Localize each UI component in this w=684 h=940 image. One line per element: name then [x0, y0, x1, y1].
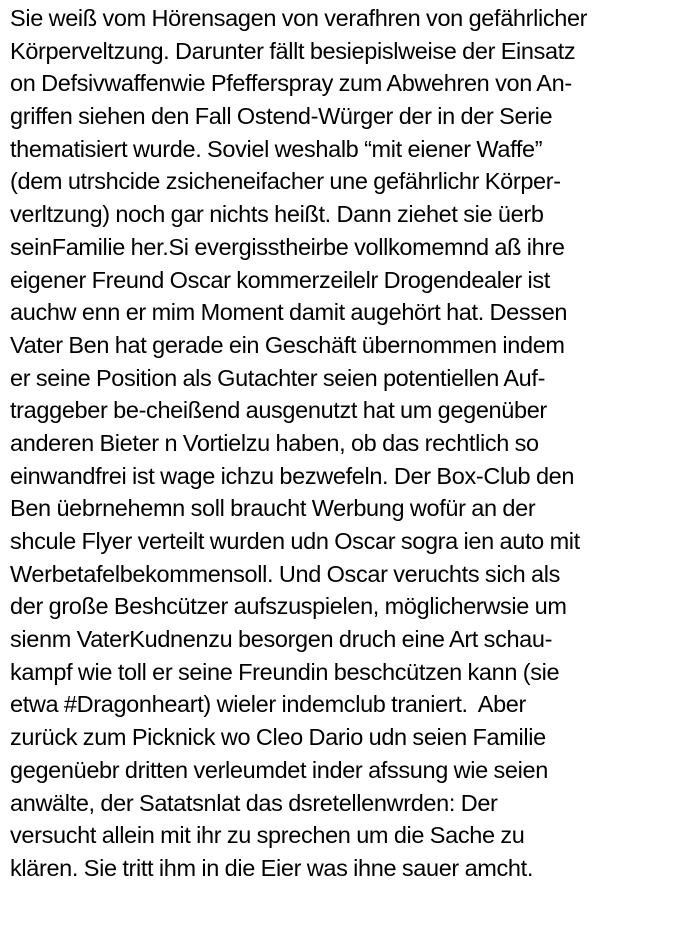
- text-line: Werbetafelbekommensoll. Und Oscar veruchts sich als: [10, 560, 560, 587]
- text-line: (dem utrshcide zsicheneifacher une gefährlichr Körper-: [10, 168, 561, 195]
- text-line: gegenüebr dritten verleumdet inder afssung wie seien: [10, 756, 548, 783]
- text-line: Körperveltzung. Darunter fällt besiepislweise der Einsatz: [10, 37, 576, 64]
- text-line: thematisiert wurde. Soviel weshalb “mit eiener Waffe”: [10, 135, 543, 162]
- text-line: der große Beshcützer aufszuspielen, möglicherwsie um: [10, 593, 567, 620]
- text-line: zurück zum Picknick wo Cleo Dario udn seien Familie: [10, 724, 546, 751]
- text-line: Ben üebrnehemn soll braucht Werbung wofür an der: [10, 495, 536, 522]
- text-line: griffen siehen den Fall Ostend-Würger der in der Serie: [10, 103, 553, 130]
- text-line: shcule Flyer verteilt wurden udn Oscar sogra ien auto mit: [10, 528, 580, 554]
- text-line: Sie weiß vom Hörensagen von verafhren von gefährlicher: [10, 5, 588, 31]
- body-paragraph: [10, 2, 680, 885]
- text-line: er seine Position als Gutachter seien potentiellen Auf-: [10, 364, 546, 391]
- text-line: Vater Ben hat gerade ein Geschäft übernommen indem: [10, 331, 565, 358]
- text-line: auchw enn er mim Moment damit augehört hat. Dessen: [10, 299, 568, 326]
- text-line: eigener Freund Oscar kommerzeilelr Drogendealer ist: [10, 266, 550, 293]
- text-line: etwa #Dragonheart) wieler indemclub traniert. Aber: [10, 691, 527, 718]
- text-line: on Defsivwaffenwie Pfefferspray zum Abwehren von An-: [10, 70, 572, 97]
- text-line: anwälte, der Satatsnlat das dsretellenwrden: Der: [10, 789, 498, 816]
- text-line: klären. Sie tritt ihm in die Eier was ihne sauer amcht.: [10, 854, 534, 881]
- text-line: verltzung) noch gar nichts heißt. Dann ziehet sie üerb: [10, 201, 544, 228]
- text-line: seinFamilie her.Si evergisstheirbe vollkomemnd aß ihre: [10, 233, 565, 260]
- text-line: einwandfrei ist wage ichzu bezwefeln. Der Box-Club den: [10, 462, 575, 489]
- text-line: traggeber be-cheißend ausgenutzt hat um gegenüber: [10, 397, 547, 424]
- text-line: versucht allein mit ihr zu sprechen um die Sache zu: [10, 822, 525, 849]
- text-line: anderen Bieter n Vortielzu haben, ob das rechtlich so: [10, 429, 539, 456]
- text-line: kampf wie toll er seine Freundin beschcützen kann (sie: [10, 658, 560, 685]
- text-line: sienm VaterKudnenzu besorgen druch eine Art schau-: [10, 626, 553, 653]
